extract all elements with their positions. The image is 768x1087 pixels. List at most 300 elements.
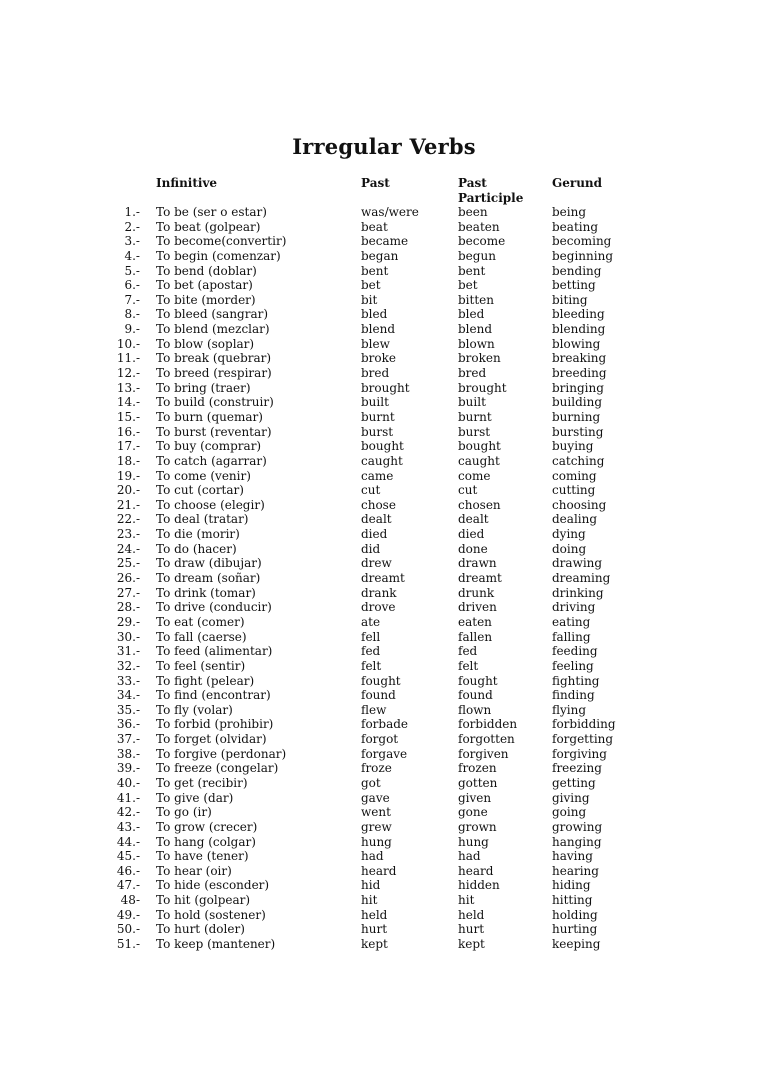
verb-gerund: dying [552,527,586,542]
verb-past: bled [361,307,388,322]
verb-past: ate [361,614,381,629]
verb-number: 20.- [116,483,140,498]
verb-past: found [361,688,396,703]
verb-infinitive: To become(convertir) [156,234,287,249]
verb-table [0,205,768,952]
verb-row [0,366,768,381]
verb-past-participle: kept [458,937,485,952]
verb-infinitive: To bet (apostar) [156,278,253,293]
verb-number: 9.- [124,322,140,337]
verb-past-participle: frozen [458,761,497,776]
verb-gerund: fighting [552,673,600,688]
verb-number: 36.- [116,717,140,732]
verb-gerund: dreaming [552,571,611,586]
verb-number: 26.- [116,571,140,586]
verb-gerund: betting [552,278,596,293]
verb-number: 40.- [116,775,140,790]
verb-row [0,732,768,747]
verb-infinitive: To keep (mantener) [156,937,276,952]
verb-row [0,293,768,308]
verb-past-participle: had [458,849,481,864]
verb-past-participle: hung [458,834,489,849]
verb-row [0,805,768,820]
verb-row [0,454,768,469]
verb-gerund: keeping [552,937,601,952]
verb-infinitive: To hang (colgar) [156,834,256,849]
verb-past: beat [361,219,388,234]
verb-past-participle: cut [458,483,478,498]
verb-past: came [361,468,394,483]
verb-gerund: bending [552,263,602,278]
verb-past: got [361,775,381,790]
verb-past: fell [361,629,381,644]
verb-gerund: beginning [552,248,614,263]
verb-gerund: becoming [552,234,612,249]
verb-past-participle: bitten [458,292,494,307]
verb-row [0,820,768,835]
verb-row [0,498,768,513]
verb-past-participle: become [458,234,506,249]
verb-past: hurt [361,922,388,937]
verb-past-participle: built [458,395,486,410]
verb-number: 31.- [116,644,140,659]
verb-past-participle: flown [458,702,492,717]
verb-past-participle: found [458,688,493,703]
verb-past: bought [361,439,404,454]
verb-number: 49.- [116,907,140,922]
verb-row [0,674,768,689]
verb-past-participle: bled [458,307,485,322]
page-title: Irregular Verbs [292,134,476,159]
verb-number: 23.- [116,527,140,542]
verb-past-participle: grown [458,819,497,834]
verb-number: 4.- [124,248,140,263]
verb-row [0,776,768,791]
verb-number: 48- [120,893,140,908]
header-past: Past [361,176,390,190]
verb-gerund: falling [552,629,591,644]
verb-row [0,381,768,396]
verb-gerund: growing [552,819,603,834]
verb-past: forgave [361,746,408,761]
verb-past-participle: dealt [458,512,489,527]
verb-gerund: finding [552,688,595,703]
verb-past-participle: beaten [458,219,500,234]
verb-past: blend [361,322,396,337]
verb-past: had [361,849,384,864]
verb-row [0,747,768,762]
verb-row [0,205,768,220]
verb-past: died [361,527,388,542]
verb-gerund: being [552,205,587,219]
verb-gerund: dealing [552,512,598,527]
verb-past-participle: given [458,790,492,805]
verb-gerund: hitting [552,893,593,908]
verb-row [0,688,768,703]
verb-row [0,322,768,337]
header-past-participle [458,176,523,206]
verb-infinitive: To get (recibir) [156,775,248,790]
verb-past-participle: dreamt [458,571,502,586]
verb-row [0,410,768,425]
verb-infinitive: To burst (reventar) [156,424,272,439]
verb-infinitive: To break (quebrar) [156,351,272,366]
verb-number: 44.- [116,834,140,849]
verb-past-participle: brought [458,380,507,395]
verb-past-participle: fallen [458,629,493,644]
verb-past: dealt [361,512,392,527]
verb-infinitive: To feel (sentir) [156,658,246,673]
verb-row [0,835,768,850]
verb-number: 22.- [116,512,140,527]
verb-number: 11.- [116,351,140,366]
verb-past: built [361,395,389,410]
verb-past-participle: driven [458,600,497,615]
verb-row [0,717,768,732]
verb-number: 19.- [116,468,140,483]
verb-infinitive: To forgive (perdonar) [156,746,287,761]
verb-number: 32.- [116,658,140,673]
verb-past-participle: held [458,907,485,922]
verb-past: drove [361,600,396,615]
verb-number: 8.- [124,307,140,322]
verb-infinitive: To drive (conducir) [156,600,272,615]
verb-past: bit [361,292,378,307]
verb-row [0,556,768,571]
verb-past-participle: forgotten [458,732,515,747]
verb-number: 46.- [116,863,140,878]
verb-past-participle: bet [458,278,478,293]
verb-infinitive: To hold (sostener) [156,907,266,922]
verb-gerund: forbidding [552,717,616,732]
verb-past-participle: hurt [458,922,485,937]
verb-past: flew [361,702,387,717]
verb-gerund: driving [552,600,596,615]
verb-past-participle: felt [458,658,479,673]
verb-past: did [361,541,381,556]
verb-gerund: doing [552,541,587,556]
verb-infinitive: To hit (golpear) [156,893,251,908]
verb-gerund: breeding [552,366,607,381]
verb-past-participle: done [458,541,488,556]
verb-past: fought [361,673,401,688]
verb-past: bent [361,263,389,278]
verb-gerund: choosing [552,497,607,512]
verb-past: heard [361,863,397,878]
verb-row [0,264,768,279]
verb-infinitive: To freeze (congelar) [156,761,279,776]
verb-number: 12.- [116,366,140,381]
verb-past: became [361,234,409,249]
verb-past: blew [361,336,390,351]
verb-gerund: blowing [552,336,601,351]
verb-gerund: hiding [552,878,591,893]
verb-past-participle: broken [458,351,501,366]
verb-row [0,307,768,322]
verb-past: caught [361,453,403,468]
verb-past-participle: caught [458,453,500,468]
verb-row [0,644,768,659]
verb-past-participle: fed [458,644,478,659]
verb-gerund: biting [552,292,588,307]
verb-infinitive: To bite (morder) [156,292,256,307]
verb-number: 51.- [116,937,140,952]
verb-infinitive: To choose (elegir) [156,497,265,512]
verb-row [0,469,768,484]
verb-past: bred [361,366,390,381]
verb-past-participle: forbidden [458,717,518,732]
verb-number: 43.- [116,819,140,834]
verb-past: hung [361,834,392,849]
verb-past-participle: been [458,205,488,219]
verb-past: hit [361,893,378,908]
verb-past-participle: forgiven [458,746,509,761]
verb-past-participle: heard [458,863,494,878]
verb-past-participle: burnt [458,409,492,424]
verb-row [0,908,768,923]
verb-infinitive: To build (construir) [156,395,274,410]
verb-infinitive: To bring (traer) [156,380,251,395]
verb-row [0,600,768,615]
verb-row [0,630,768,645]
verb-past: forbade [361,717,409,732]
verb-infinitive: To fight (pelear) [156,673,255,688]
verb-row [0,220,768,235]
verb-gerund: cutting [552,483,596,498]
verb-infinitive: To hurt (doler) [156,922,245,937]
verb-infinitive: To hear (oir) [156,863,232,878]
verb-infinitive: To fly (volar) [156,702,233,717]
verb-number: 17.- [116,439,140,454]
verb-number: 14.- [116,395,140,410]
verb-past: hid [361,878,381,893]
verb-gerund: feeding [552,644,598,659]
verb-gerund: coming [552,468,597,483]
header-past-participle-line1: Past [458,176,487,190]
verb-infinitive: To cut (cortar) [156,483,244,498]
verb-past: grew [361,819,392,834]
verb-infinitive: To blow (soplar) [156,336,255,351]
verb-gerund: flying [552,702,587,717]
verb-gerund: building [552,395,603,410]
verb-gerund: catching [552,453,605,468]
verb-infinitive: To die (morir) [156,527,240,542]
verb-number: 10.- [116,336,140,351]
verb-gerund: bleeding [552,307,605,322]
verb-row [0,878,768,893]
verb-row [0,659,768,674]
verb-row [0,703,768,718]
verb-past: broke [361,351,397,366]
verb-row [0,249,768,264]
verb-past-participle: bent [458,263,486,278]
verb-gerund: drawing [552,556,603,571]
verb-past-participle: drawn [458,556,497,571]
verb-row [0,512,768,527]
verb-number: 27.- [116,585,140,600]
verb-past: drank [361,585,397,600]
verb-number: 38.- [116,746,140,761]
verb-past-participle: bred [458,366,487,381]
verb-number: 3.- [124,234,140,249]
verb-gerund: hanging [552,834,602,849]
verb-number: 29.- [116,614,140,629]
verb-infinitive: To do (hacer) [156,541,237,556]
verb-past: held [361,907,388,922]
verb-gerund: going [552,805,587,820]
verb-past-participle: hit [458,893,475,908]
verb-infinitive: To begin (comenzar) [156,248,281,263]
verb-gerund: giving [552,790,590,805]
verb-past-participle: gone [458,805,488,820]
verb-infinitive: To bleed (sangrar) [156,307,269,322]
verb-row [0,791,768,806]
header-gerund: Gerund [552,176,603,190]
verb-number: 18.- [116,453,140,468]
verb-row [0,922,768,937]
verb-past-participle: drunk [458,585,495,600]
verb-number: 15.- [116,409,140,424]
verb-infinitive: To dream (soñar) [156,571,261,586]
verb-row [0,893,768,908]
verb-row [0,586,768,601]
verb-past-participle: begun [458,248,496,263]
verb-infinitive: To eat (comer) [156,614,245,629]
verb-gerund: breaking [552,351,607,366]
verb-gerund: feeling [552,658,594,673]
verb-past: was/were [361,205,419,219]
verb-row [0,351,768,366]
verb-gerund: drinking [552,585,604,600]
verb-past-participle: blend [458,322,493,337]
verb-past-participle: chosen [458,497,501,512]
verb-row [0,937,768,952]
verb-gerund: hurting [552,922,598,937]
verb-gerund: blending [552,322,606,337]
verb-number: 2.- [124,219,140,234]
verb-infinitive: To forget (olvidar) [156,732,267,747]
verb-number: 35.- [116,702,140,717]
verb-infinitive: To catch (agarrar) [156,453,267,468]
verb-past-participle: bought [458,439,501,454]
verb-number: 41.- [116,790,140,805]
verb-row [0,849,768,864]
verb-infinitive: To buy (comprar) [156,439,262,454]
verb-number: 47.- [116,878,140,893]
verb-gerund: forgiving [552,746,607,761]
verb-past: froze [361,761,392,776]
verb-infinitive: To burn (quemar) [156,409,263,424]
verb-past-participle: blown [458,336,495,351]
verb-past: fed [361,644,381,659]
verb-row [0,527,768,542]
verb-past-participle: eaten [458,614,492,629]
verb-gerund: freezing [552,761,602,776]
verb-infinitive: To beat (golpear) [156,219,261,234]
verb-past: burnt [361,409,395,424]
verb-number: 39.- [116,761,140,776]
verb-past: drew [361,556,392,571]
verb-number: 6.- [124,278,140,293]
verb-infinitive: To drink (tomar) [156,585,256,600]
verb-infinitive: To come (venir) [156,468,251,483]
verb-past-participle: died [458,527,485,542]
verb-number: 50.- [116,922,140,937]
verb-row [0,615,768,630]
verb-past: burst [361,424,394,439]
verb-infinitive: To grow (crecer) [156,819,258,834]
verb-number: 1.- [124,205,140,219]
verb-row [0,278,768,293]
verb-gerund: eating [552,614,591,629]
verb-number: 7.- [124,292,140,307]
verb-gerund: forgetting [552,732,614,747]
verb-row [0,395,768,410]
verb-infinitive: To find (encontrar) [156,688,271,703]
verb-past: bet [361,278,381,293]
verb-number: 30.- [116,629,140,644]
header-past-participle-line2: Participle [458,191,524,205]
verb-gerund: getting [552,775,596,790]
verb-infinitive: To hide (esconder) [156,878,270,893]
verb-number: 24.- [116,541,140,556]
verb-row [0,761,768,776]
verb-infinitive: To breed (respirar) [156,366,272,381]
verb-past: dreamt [361,571,405,586]
verb-past: brought [361,380,410,395]
verb-gerund: hearing [552,863,599,878]
verb-gerund: bursting [552,424,604,439]
verb-infinitive: To give (dar) [156,790,234,805]
verb-past: kept [361,937,388,952]
verb-row [0,864,768,879]
verb-infinitive: To fall (caerse) [156,629,247,644]
verb-past: forgot [361,732,399,747]
verb-number: 34.- [116,688,140,703]
verb-infinitive: To blend (mezclar) [156,322,270,337]
verb-infinitive: To bend (doblar) [156,263,257,278]
verb-number: 16.- [116,424,140,439]
verb-number: 37.- [116,732,140,747]
verb-row [0,483,768,498]
verb-infinitive: To deal (tratar) [156,512,249,527]
verb-row [0,439,768,454]
verb-number: 28.- [116,600,140,615]
verb-past-participle: hidden [458,878,500,893]
verb-number: 5.- [124,263,140,278]
verb-number: 21.- [116,497,140,512]
verb-number: 13.- [116,380,140,395]
verb-gerund: buying [552,439,594,454]
verb-row [0,542,768,557]
verb-number: 45.- [116,849,140,864]
verb-gerund: having [552,849,593,864]
header-infinitive: Infinitive [156,176,218,190]
verb-past: began [361,248,399,263]
verb-row [0,571,768,586]
verb-gerund: bringing [552,380,604,395]
verb-infinitive: To forbid (prohibir) [156,717,274,732]
verb-gerund: burning [552,409,601,424]
verb-number: 33.- [116,673,140,688]
verb-infinitive: To go (ir) [156,805,212,820]
verb-past-participle: fought [458,673,498,688]
verb-past: gave [361,790,390,805]
verb-row [0,234,768,249]
verb-past-participle: burst [458,424,491,439]
verb-row [0,337,768,352]
verb-gerund: holding [552,907,598,922]
